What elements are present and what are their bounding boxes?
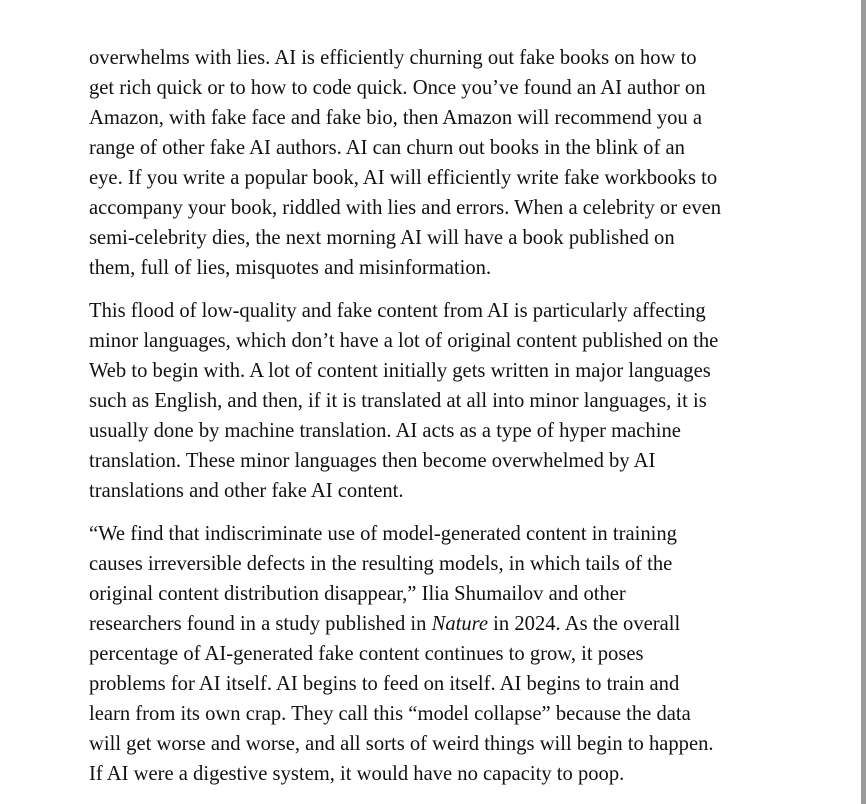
text-line: problems for AI itself. AI begins to feed on itself. AI begins to train and	[89, 673, 680, 695]
text-line: range of other fake AI authors. AI can churn out books in the blink of an	[89, 137, 685, 159]
text-line: will get worse and worse, and all sorts of weird things will begin to happen.	[89, 733, 714, 755]
text-line: them, full of lies, misquotes and misinformation.	[89, 257, 492, 279]
text-line: overwhelms with lies. AI is efficiently churning out fake books on how to	[89, 47, 697, 69]
text-line: This flood of low-quality and fake content from AI is particularly affecting	[89, 300, 706, 322]
text-line: semi-celebrity dies, the next morning AI will have a book published on	[89, 227, 675, 249]
text-line: original content distribution disappear,” Ilia Shumailov and other	[89, 583, 626, 605]
text-line: If AI were a digestive system, it would have no capacity to poop.	[89, 763, 625, 785]
journal-title: Nature	[431, 613, 489, 635]
paragraph-1	[89, 43, 789, 283]
body-text	[89, 43, 789, 802]
text-line: Amazon, with fake face and fake bio, then Amazon will recommend you a	[89, 107, 703, 129]
text-line: “We find that indiscriminate use of model-generated content in training	[89, 523, 677, 545]
text-line: usually done by machine translation. AI acts as a type of hyper machine	[89, 420, 681, 442]
page-edge-scrollbar[interactable]	[861, 0, 866, 804]
text-line: learn from its own crap. They call this “model collapse” because the data	[89, 703, 691, 725]
paragraph-3	[89, 519, 789, 789]
paragraph-2	[89, 296, 789, 506]
text-line: percentage of AI-generated fake content continues to grow, it poses	[89, 643, 644, 665]
text-line: accompany your book, riddled with lies and errors. When a celebrity or even	[89, 197, 722, 219]
text-line: Web to begin with. A lot of content initially gets written in major languages	[89, 360, 711, 382]
text-line: minor languages, which don’t have a lot of original content published on the	[89, 330, 719, 352]
text-line: causes irreversible defects in the resulting models, in which tails of the	[89, 553, 673, 575]
text-line: such as English, and then, if it is translated at all into minor languages, it is	[89, 390, 707, 412]
text-line: translations and other fake AI content.	[89, 480, 404, 502]
text-segment: researchers found in a study published in	[89, 613, 432, 635]
text-line: translation. These minor languages then become overwhelmed by AI	[89, 450, 656, 472]
text-segment: in 2024. As the overall	[488, 613, 681, 635]
text-line: get rich quick or to how to code quick. Once you’ve found an AI author on	[89, 77, 706, 99]
text-line: eye. If you write a popular book, AI will efficiently write fake workbooks to	[89, 167, 718, 189]
text-line	[89, 609, 789, 639]
